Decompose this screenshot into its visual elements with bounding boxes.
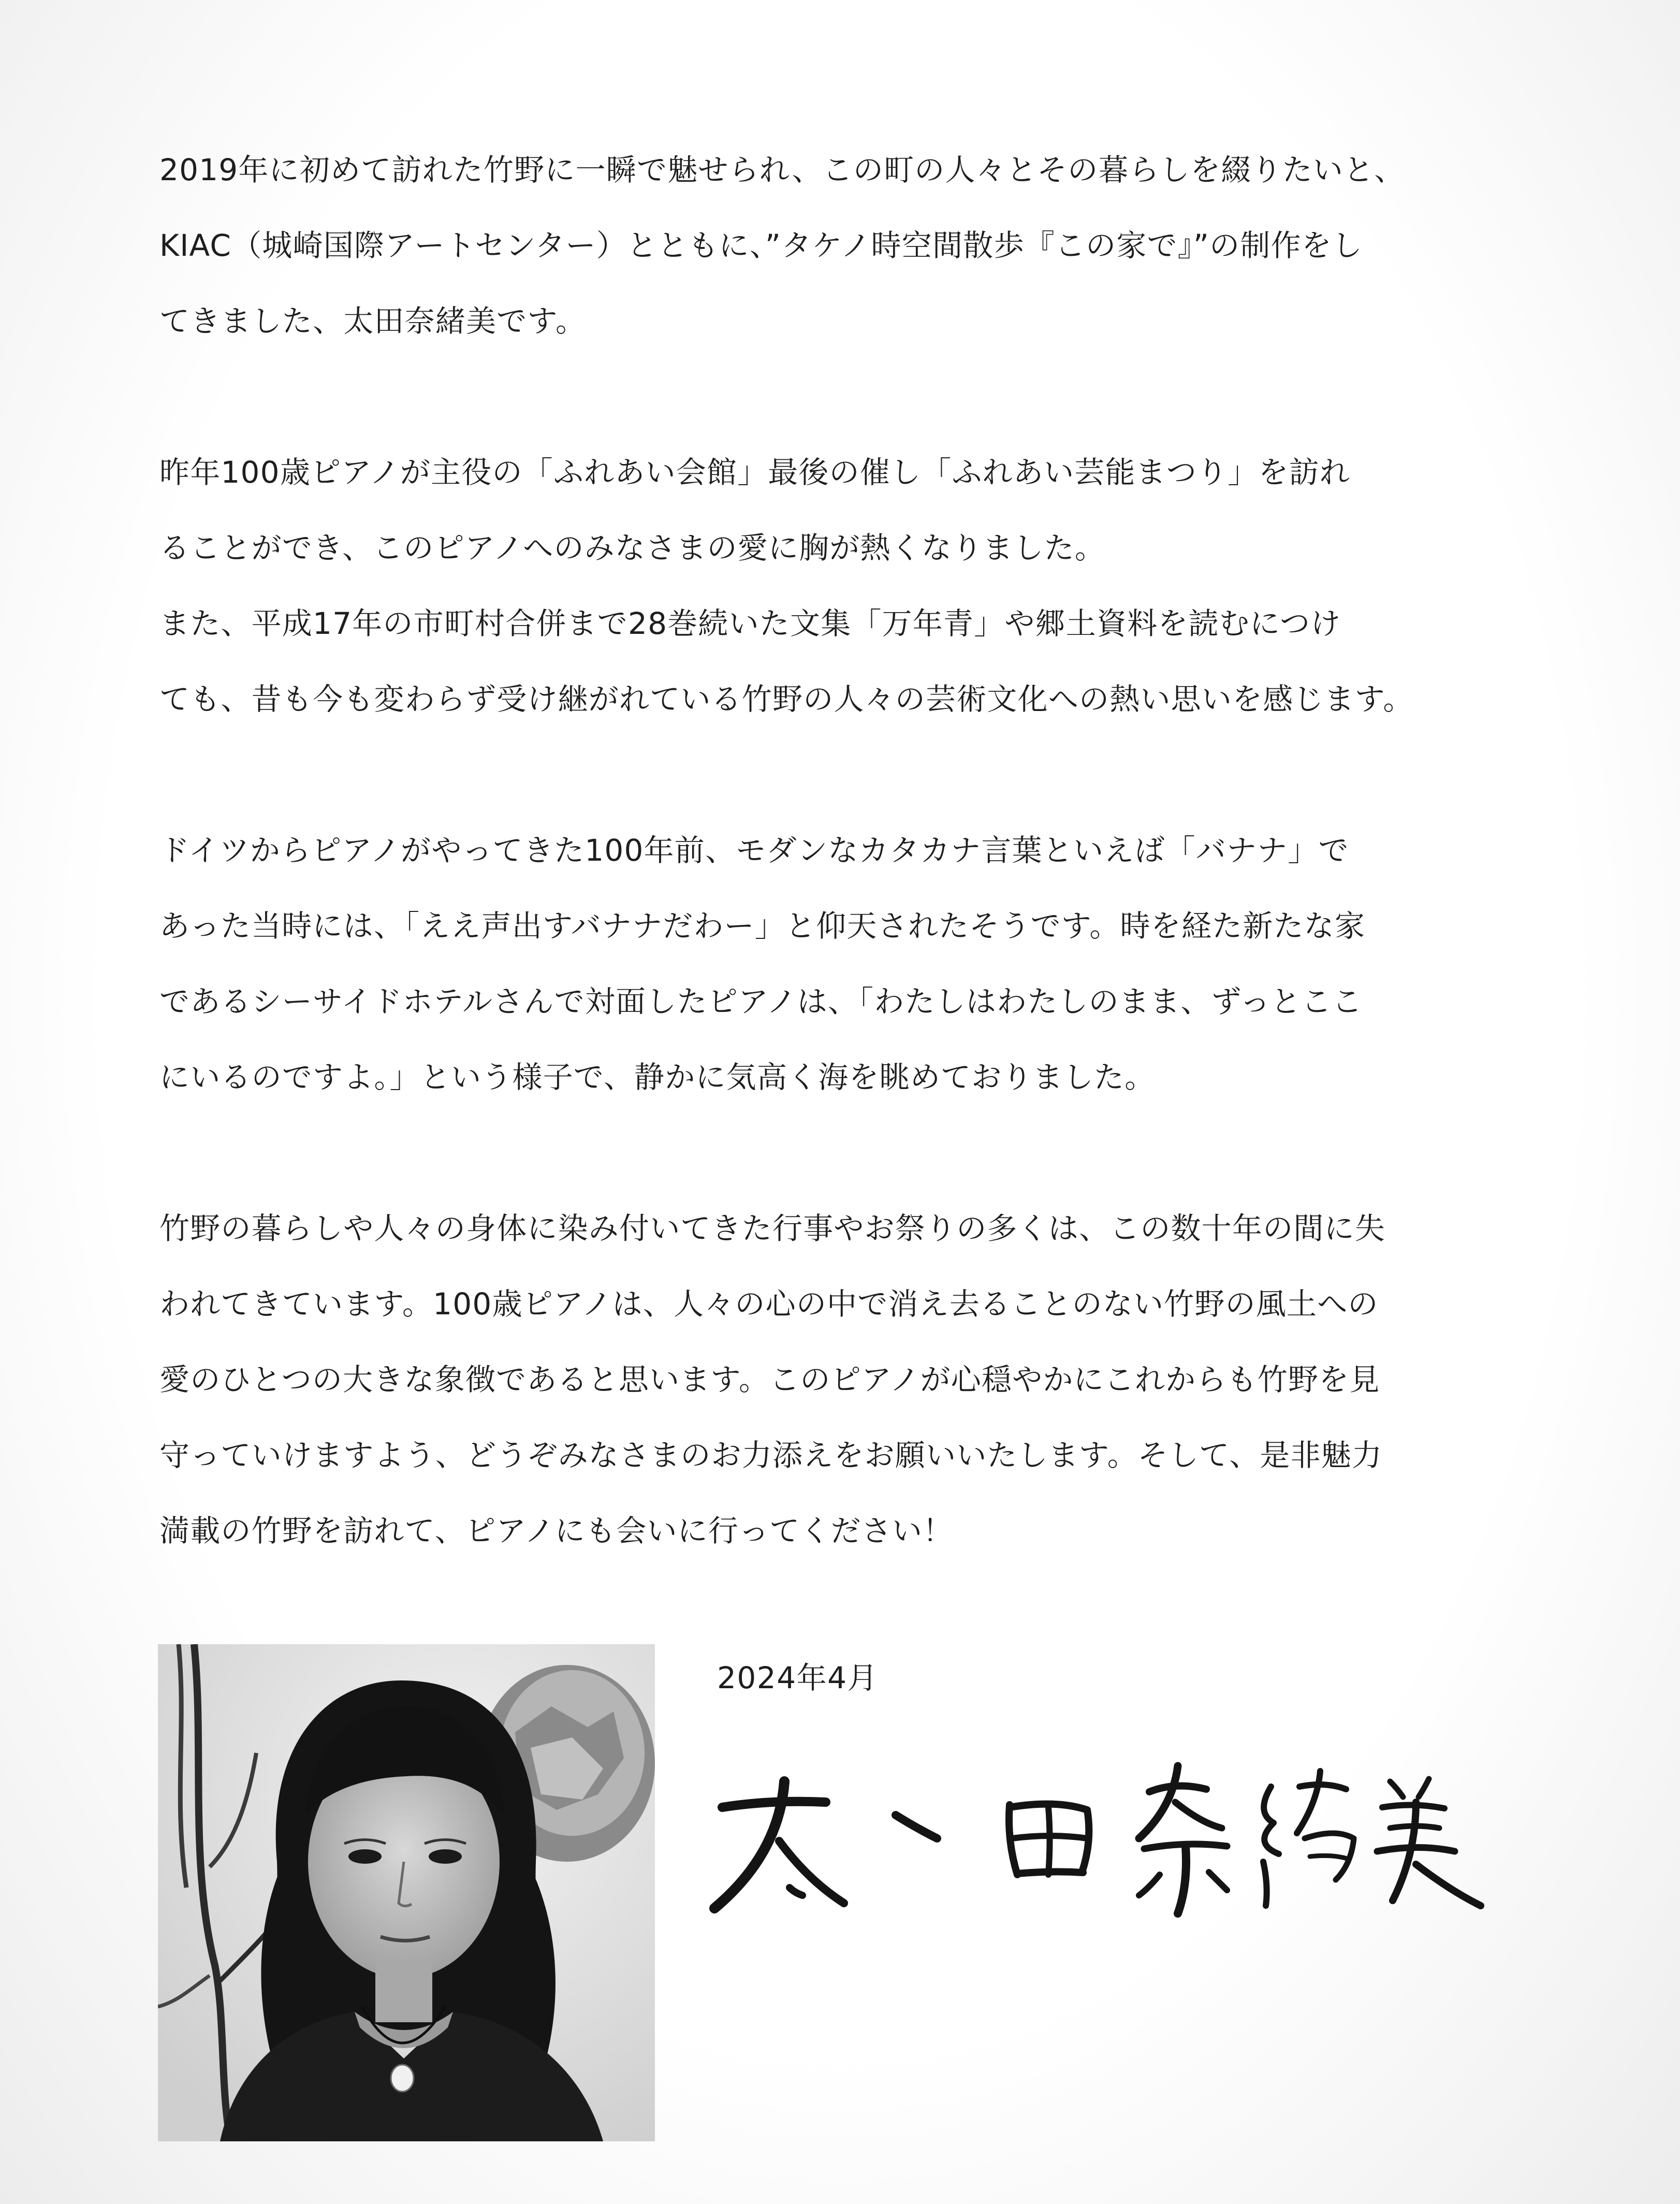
letter-date: 2024年4月 [717,1660,879,1695]
text-line: 愛のひとつの大きな象徴であると思います。このピアノが心穏やかにこれからも竹野を見 [159,1362,1380,1397]
text-line: 2019年に初めて訪れた竹野に一瞬で魅せられ、この町の人々とその暮らしを綴りたいと、 [159,152,1405,187]
text-line: KIAC（城崎国際アートセンター）とともに、”タケノ時空間散歩『この家で』”の制作をし [159,228,1363,263]
paragraph-3 [159,813,1557,1115]
handwritten-signature [694,1750,1501,1921]
text-line: ドイツからピアノがやってきた100年前、モダンなカタカナ言葉といえば「バナナ」で [159,833,1349,868]
paragraph-2 [159,434,1557,737]
text-line: 昨年100歳ピアノが主役の「ふれあい会館」最後の催し「ふれあい芸能まつり」を訪れ [159,455,1351,490]
text-line: また、平成17年の市町村合併まで28巻続いた文集「万年青」や郷土資料を読むにつけ [159,606,1341,641]
author-portrait-photo [158,1644,655,2141]
text-line: 守っていけますよう、どうぞみなさまのお力添えをお願いいたします。そして、是非魅力 [159,1438,1383,1473]
paragraph-4 [159,1191,1557,1569]
text-line: ることができ、このピアノへのみなさまの愛に胸が熱くなりました。 [159,530,1106,566]
text-line: てきました、太田奈緒美です。 [159,303,587,339]
text-line: あった当時には、「ええ声出すバナナだわー」と仰天されたそうです。時を経た新たな家 [159,908,1366,944]
text-line: 満載の竹野を訪れて、ピアノにも会いに行ってください！ [159,1513,954,1548]
text-line: 竹野の暮らしや人々の身体に染み付いてきた行事やお祭りの多くは、この数十年の間に失 [159,1211,1386,1246]
letter-body [159,132,1557,1644]
text-line: にいるのですよ。」という様子で、静かに気高く海を眺めておりました。 [159,1060,1156,1095]
text-line: われてきています。100歳ピアノは、人々の心の中で消え去ることのない竹野の風土への [159,1286,1379,1322]
paragraph-1 [159,132,1557,359]
text-line: であるシーサイドホテルさんで対面したピアノは、「わたしはわたしのまま、ずっとここ [159,984,1363,1019]
text-line: ても、昔も今も変わらず受け継がれている竹野の人々の芸術文化への熱い思いを感じます。 [159,682,1414,717]
